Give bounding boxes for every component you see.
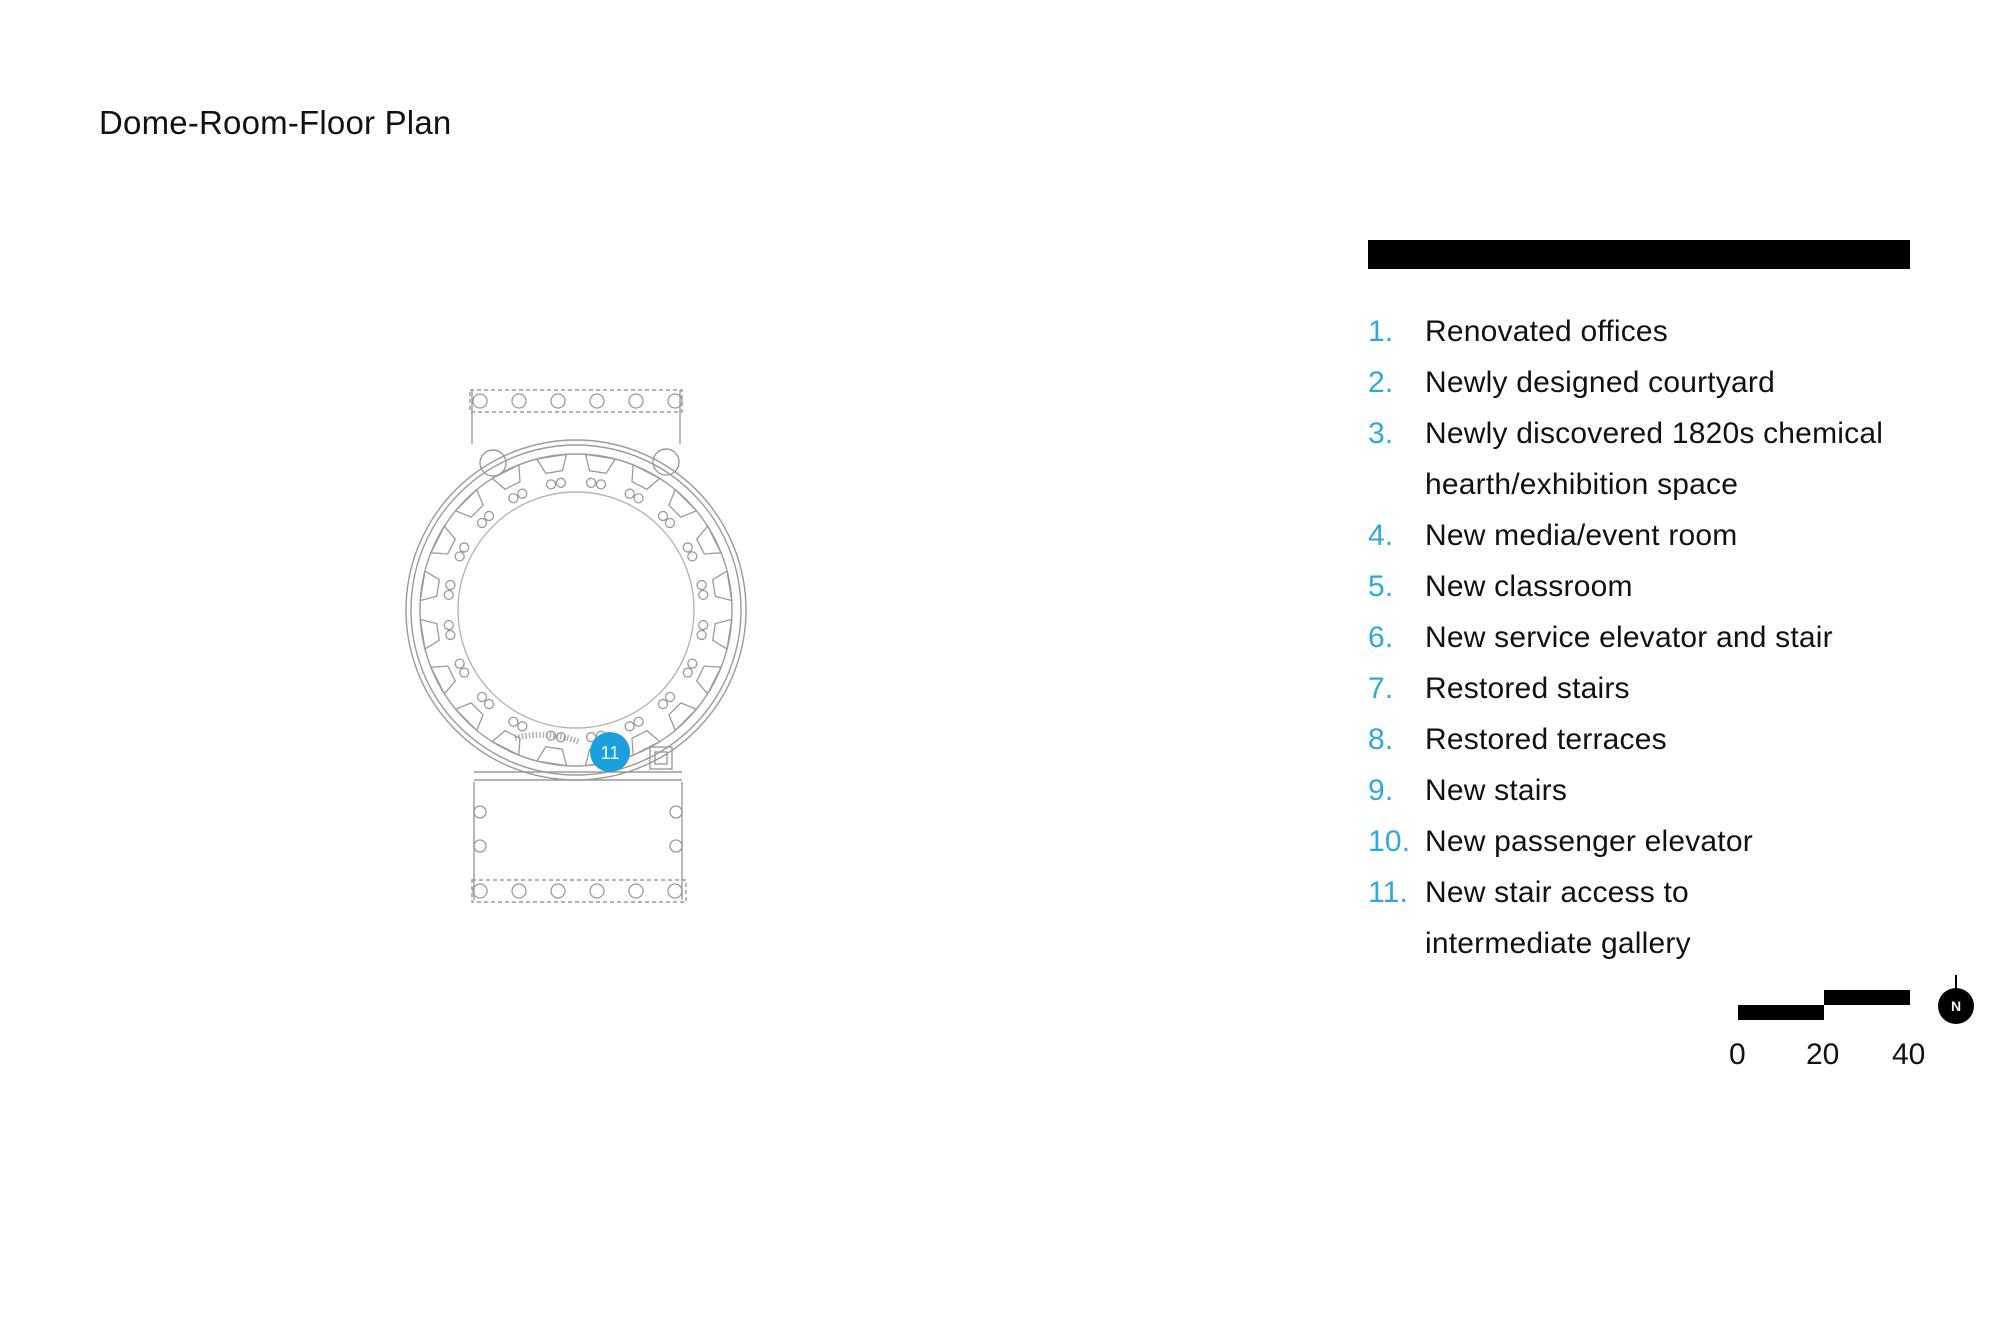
column-pair	[455, 552, 464, 561]
legend-text: New stairs	[1425, 774, 1568, 807]
column-pair	[547, 480, 556, 489]
column-pair	[699, 590, 708, 599]
column-pair	[697, 581, 706, 590]
column-pair	[587, 478, 596, 487]
column-pair	[658, 700, 667, 709]
column-pair	[634, 717, 643, 726]
legend-list	[1368, 306, 1968, 969]
legend-number: 9.	[1368, 774, 1394, 807]
scale-bar	[1720, 975, 1940, 1085]
legend-item	[1368, 765, 1968, 816]
column-pair	[477, 692, 486, 701]
page-title: Dome-Room-Floor Plan	[99, 104, 452, 141]
column-pair	[556, 478, 565, 487]
scale-segment-lower	[1738, 1005, 1824, 1020]
pier-wedge	[632, 465, 660, 489]
legend-number	[1368, 459, 1425, 510]
column-north	[551, 394, 565, 408]
column-pair	[625, 722, 634, 731]
pier-wedge	[492, 465, 520, 489]
pier-wedge	[492, 731, 520, 755]
column-grid	[420, 394, 731, 898]
column-pair	[460, 668, 469, 677]
pier-wedge	[537, 747, 567, 766]
legend-text: hearth/exhibition space	[1425, 468, 1739, 501]
column-pair	[518, 722, 527, 731]
legend-number: 7.	[1368, 672, 1394, 705]
column-pair	[688, 552, 697, 561]
north-arrow	[1935, 975, 1985, 1037]
pier-wedge	[697, 526, 721, 554]
column-pair	[446, 581, 455, 590]
column-north	[473, 394, 487, 408]
column-pair	[683, 668, 692, 677]
column-south	[551, 884, 565, 898]
legend-text: New classroom	[1425, 570, 1633, 603]
legend-text: Restored terraces	[1425, 723, 1667, 756]
legend-number: 6.	[1368, 621, 1394, 654]
legend-item	[1368, 357, 1968, 408]
column-south	[590, 884, 604, 898]
pier-wedge	[713, 571, 732, 601]
legend-text: intermediate gallery	[1425, 927, 1691, 960]
legend-number	[1368, 918, 1425, 969]
column-pair	[658, 511, 667, 520]
legend-number: 5.	[1368, 570, 1394, 603]
column-side	[670, 806, 682, 818]
column-side	[670, 840, 682, 852]
column-north	[629, 394, 643, 408]
legend-item	[1368, 561, 1968, 612]
column-pair	[460, 543, 469, 552]
legend-number: 1.	[1368, 315, 1394, 348]
column-pair	[509, 494, 518, 503]
column-pair	[697, 630, 706, 639]
column-pair	[444, 621, 453, 630]
column-south	[512, 884, 526, 898]
legend-number: 10.	[1368, 825, 1411, 858]
legend-number: 11.	[1368, 876, 1409, 909]
pier-wedge	[713, 620, 732, 650]
column-pair	[666, 519, 675, 528]
legend-text: Newly discovered 1820s chemical	[1425, 417, 1884, 450]
column-pair	[444, 590, 453, 599]
legend-text: Restored stairs	[1425, 672, 1630, 705]
scale-label-20: 20	[1806, 1038, 1840, 1071]
column-pair	[485, 511, 494, 520]
marker-11[interactable]	[590, 732, 630, 772]
legend-text: New passenger elevator	[1425, 825, 1753, 858]
legend-text: New media/event room	[1425, 519, 1738, 552]
pier-wedge	[697, 666, 721, 694]
column-pair	[699, 621, 708, 630]
legend-item	[1368, 459, 1968, 510]
legend-number: 4.	[1368, 519, 1394, 552]
column-pair	[666, 692, 675, 701]
pier-wedge	[420, 620, 439, 650]
legend-item	[1368, 306, 1968, 357]
marker-label: 11	[600, 743, 620, 763]
legend-text: New service elevator and stair	[1425, 621, 1833, 654]
column-pair	[455, 659, 464, 668]
legend-item	[1368, 918, 1968, 969]
column-pair	[509, 717, 518, 726]
column-south	[668, 884, 682, 898]
floor-plan-drawing	[380, 370, 780, 910]
pier-wedge	[431, 666, 455, 694]
legend-item	[1368, 663, 1968, 714]
column-pair	[596, 480, 605, 489]
legend-item	[1368, 816, 1968, 867]
legend-header-bar	[1368, 240, 1910, 269]
column-pair	[446, 630, 455, 639]
legend-text: Renovated offices	[1425, 315, 1669, 348]
column-pair	[518, 489, 527, 498]
pier-wedge	[420, 571, 439, 601]
column-side	[474, 806, 486, 818]
legend-number: 8.	[1368, 723, 1394, 756]
column-pair	[485, 700, 494, 709]
pier-wedge	[586, 454, 616, 473]
column-south	[629, 884, 643, 898]
column-pair	[683, 543, 692, 552]
column-pair	[625, 489, 634, 498]
column-pair	[688, 659, 697, 668]
pier-wedge	[431, 526, 455, 554]
column-pair	[634, 494, 643, 503]
column-north	[590, 394, 604, 408]
scale-segment-upper	[1824, 990, 1910, 1005]
pier-wedge	[537, 454, 567, 473]
legend-item	[1368, 714, 1968, 765]
north-icon: N	[1938, 988, 1974, 1024]
scale-label-0: 0	[1729, 1038, 1746, 1071]
legend-item	[1368, 612, 1968, 663]
column-side	[474, 840, 486, 852]
legend-text: New stair access to	[1425, 876, 1689, 909]
legend-text: Newly designed courtyard	[1425, 366, 1775, 399]
legend-item	[1368, 408, 1968, 459]
legend-item	[1368, 867, 1968, 918]
legend-number: 2.	[1368, 366, 1394, 399]
column-north	[512, 394, 526, 408]
legend-item	[1368, 510, 1968, 561]
plan-linework	[406, 390, 746, 902]
column-pair	[477, 519, 486, 528]
legend-number: 3.	[1368, 417, 1394, 450]
column-south	[473, 884, 487, 898]
scale-label-40: 40	[1892, 1038, 1926, 1071]
